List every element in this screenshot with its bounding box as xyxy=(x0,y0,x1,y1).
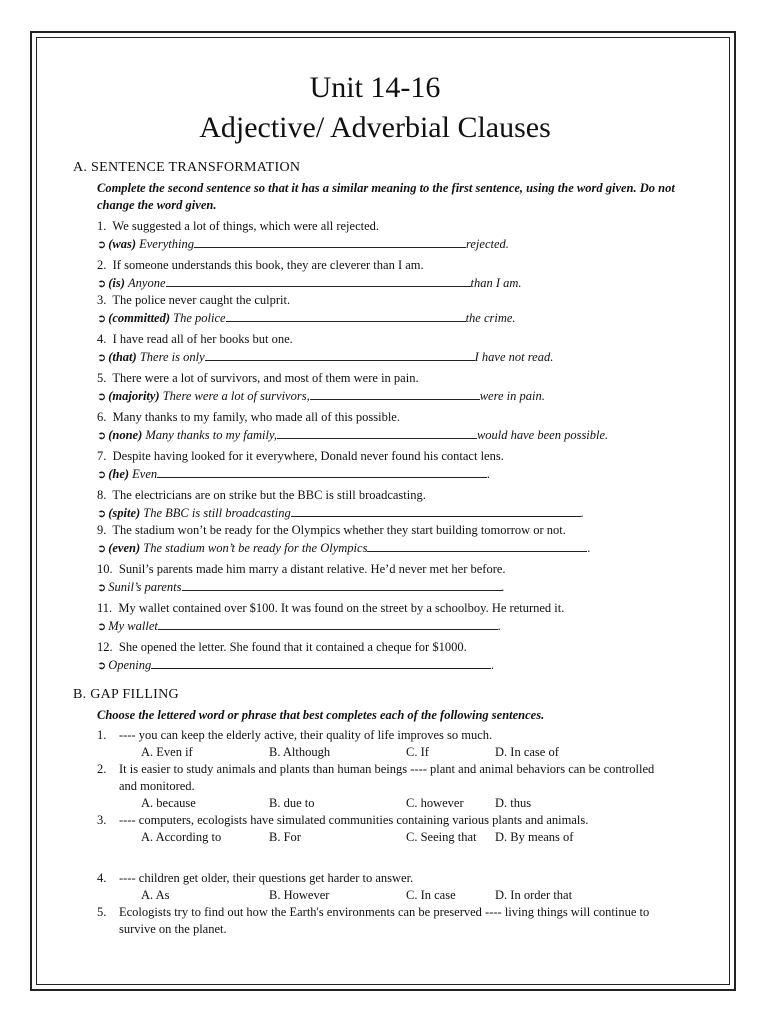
item-stem: ---- computers, ecologists have simulated communities containing various plants and animals. xyxy=(119,813,589,827)
answer-start: The BBC is still broadcasting xyxy=(143,506,291,520)
answer-option[interactable]: B. However xyxy=(269,888,330,902)
item-answer-line xyxy=(97,274,675,292)
section-a-heading: A. SENTENCE TRANSFORMATION xyxy=(73,160,301,175)
keyword: (even) xyxy=(108,541,141,555)
option-row xyxy=(141,829,675,846)
transformation-item xyxy=(97,257,675,292)
item-answer-line xyxy=(97,426,675,444)
item-stem xyxy=(97,257,675,274)
answer-option[interactable]: B. due to xyxy=(269,796,315,810)
item-number: 2. xyxy=(97,762,107,776)
answer-end: . xyxy=(497,619,501,633)
arrow-icon: ➲ xyxy=(97,468,107,481)
item-number: 9. xyxy=(97,523,113,537)
keyword: (he) xyxy=(108,467,130,481)
answer-end: than I am. xyxy=(470,276,522,290)
item-number: 5. xyxy=(97,905,107,919)
answer-blank[interactable] xyxy=(166,274,471,287)
item-number: 7. xyxy=(97,449,113,463)
item-sentence: The police never caught the culprit. xyxy=(112,293,291,307)
item-number: 4. xyxy=(97,332,113,346)
item-stem: It is easier to study animals and plants than human beings ---- plant and animal behaviors can be controlled and monitored. xyxy=(119,762,655,793)
keyword: (committed) xyxy=(108,311,171,325)
transformation-item xyxy=(97,409,675,444)
spacer xyxy=(75,674,675,678)
answer-option[interactable]: D. thus xyxy=(495,796,532,810)
item-stem xyxy=(97,292,675,309)
arrow-icon: ➲ xyxy=(97,429,107,442)
item-answer-line xyxy=(97,578,675,596)
answer-option[interactable]: D. In order that xyxy=(495,888,573,902)
item-number: 10. xyxy=(97,562,119,576)
item-sentence: I have read all of her books but one. xyxy=(112,332,293,346)
item-stem xyxy=(97,487,675,504)
worksheet-content xyxy=(75,70,675,938)
item-stem xyxy=(97,370,675,387)
transformation-item xyxy=(97,218,675,253)
answer-blank[interactable] xyxy=(194,235,466,248)
item-sentence: Many thanks to my family, who made all of this possible. xyxy=(112,410,400,424)
page-subtitle: Adjective/ Adverbial Clauses xyxy=(199,111,551,144)
answer-start: Many thanks to my family, xyxy=(145,428,277,442)
item-stem: ---- children get older, their questions get harder to answer. xyxy=(119,871,414,885)
item-sentence: Sunil’s parents made him marry a distant relative. He’d never met her before. xyxy=(118,562,506,576)
transformation-item xyxy=(97,600,675,635)
keyword: (spite) xyxy=(108,506,141,520)
answer-start: Everything xyxy=(139,237,194,251)
arrow-icon: ➲ xyxy=(97,659,107,672)
answer-option[interactable]: C. however xyxy=(406,796,464,810)
arrow-icon: ➲ xyxy=(97,542,107,555)
section-a-instruction: Complete the second sentence so that it has a similar meaning to the first sentence, using the word given. Do not change the word given. xyxy=(97,181,675,212)
item-stem xyxy=(97,600,675,617)
keyword: (was) xyxy=(108,237,136,251)
answer-option[interactable]: C. Seeing that xyxy=(406,830,477,844)
gap-fill-item xyxy=(97,812,675,846)
answer-end: would have been possible. xyxy=(476,428,609,442)
arrow-icon: ➲ xyxy=(97,390,107,403)
item-stem xyxy=(97,448,675,465)
keyword: (none) xyxy=(108,428,143,442)
item-sentence: There were a lot of survivors, and most of them were in pain. xyxy=(112,371,419,385)
item-sentence: The stadium won’t be ready for the Olympics whether they start building tomorrow or not. xyxy=(112,523,566,537)
transformation-item xyxy=(97,292,675,327)
item-number: 11. xyxy=(97,601,119,615)
section-b-heading: B. GAP FILLING xyxy=(73,687,179,702)
section-a-list xyxy=(75,218,675,678)
item-answer-line xyxy=(97,348,675,366)
item-number: 8. xyxy=(97,488,113,502)
answer-option[interactable]: B. For xyxy=(269,830,301,844)
item-answer-line xyxy=(97,656,675,674)
transformation-item xyxy=(97,522,675,557)
answer-end: were in pain. xyxy=(479,389,545,403)
item-stem xyxy=(97,331,675,348)
answer-end: . xyxy=(501,580,505,594)
answer-option[interactable]: D. In case of xyxy=(495,745,559,759)
option-row xyxy=(141,744,675,761)
answer-end: rejected. xyxy=(465,237,509,251)
item-number: 4. xyxy=(97,871,107,885)
transformation-item xyxy=(97,561,675,596)
answer-blank[interactable] xyxy=(226,309,466,322)
answer-start: Even xyxy=(132,467,158,481)
item-sentence: The electricians are on strike but the BBC is still broadcasting. xyxy=(112,488,426,502)
item-sentence: She opened the letter. She found that it contained a cheque for $1000. xyxy=(118,640,467,654)
item-number: 2. xyxy=(97,258,113,272)
item-stem xyxy=(97,409,675,426)
answer-option[interactable]: C. If xyxy=(406,745,429,759)
item-answer-line xyxy=(97,504,675,522)
answer-start: Sunil’s parents xyxy=(108,580,182,594)
answer-option[interactable]: A. As xyxy=(141,888,170,902)
answer-start: Opening xyxy=(108,658,152,672)
arrow-icon: ➲ xyxy=(97,620,107,633)
arrow-icon: ➲ xyxy=(97,507,107,520)
item-answer-line xyxy=(97,539,675,557)
answer-blank[interactable] xyxy=(277,426,477,439)
answer-option[interactable]: A. because xyxy=(141,796,196,810)
answer-start: The stadium won’t be ready for the Olympics xyxy=(143,541,368,555)
arrow-icon: ➲ xyxy=(97,312,107,325)
item-sentence: We suggested a lot of things, which were all rejected. xyxy=(112,219,380,233)
answer-option[interactable]: A. According to xyxy=(141,830,222,844)
item-answer-line xyxy=(97,387,675,405)
answer-blank[interactable] xyxy=(205,348,475,361)
answer-start: The police xyxy=(173,311,226,325)
answer-end: I have not read. xyxy=(474,350,554,364)
page-title: Unit 14-16 xyxy=(309,71,441,104)
item-sentence: My wallet contained over $100. It was found on the street by a schoolboy. He returned it. xyxy=(118,601,565,615)
item-stem xyxy=(97,561,675,578)
item-answer-line xyxy=(97,235,675,253)
answer-end: . xyxy=(587,541,591,555)
answer-option[interactable]: D. By means of xyxy=(495,830,574,844)
answer-blank[interactable] xyxy=(182,578,502,591)
keyword: (that) xyxy=(108,350,137,364)
section-b-instruction: Choose the lettered word or phrase that best completes each of the following sentences. xyxy=(97,708,545,722)
answer-option[interactable]: B. Although xyxy=(269,745,331,759)
gap-fill-item xyxy=(97,870,675,904)
answer-blank[interactable] xyxy=(158,617,498,630)
answer-blank[interactable] xyxy=(291,504,581,517)
item-number: 1. xyxy=(97,219,113,233)
arrow-icon: ➲ xyxy=(97,277,107,290)
answer-option[interactable]: A. Even if xyxy=(141,745,193,759)
item-stem: Ecologists try to find out how the Earth's environments can be preserved ---- living things will continue to survive on the planet. xyxy=(119,905,650,936)
item-answer-line xyxy=(97,309,675,327)
item-number: 12. xyxy=(97,640,119,654)
answer-blank[interactable] xyxy=(157,465,487,478)
blank-space xyxy=(75,846,675,870)
transformation-item xyxy=(97,370,675,405)
answer-end: . xyxy=(580,506,584,520)
gap-fill-item xyxy=(97,904,675,938)
transformation-item xyxy=(97,448,675,483)
answer-start: There is only xyxy=(139,350,205,364)
item-number: 3. xyxy=(97,813,107,827)
transformation-item xyxy=(97,639,675,674)
item-answer-line xyxy=(97,617,675,635)
item-number: 6. xyxy=(97,410,113,424)
item-answer-line xyxy=(97,465,675,483)
item-stem xyxy=(97,522,675,539)
item-sentence: If someone understands this book, they are cleverer than I am. xyxy=(112,258,424,272)
transformation-item xyxy=(97,487,675,522)
arrow-icon: ➲ xyxy=(97,351,107,364)
item-sentence: Despite having looked for it everywhere, Donald never found his contact lens. xyxy=(112,449,504,463)
arrow-icon: ➲ xyxy=(97,238,107,251)
answer-blank[interactable] xyxy=(310,387,480,400)
keyword: (majority) xyxy=(108,389,160,403)
answer-end: . xyxy=(491,658,495,672)
item-number: 3. xyxy=(97,293,113,307)
item-number: 5. xyxy=(97,371,113,385)
option-row xyxy=(141,887,675,904)
answer-blank[interactable] xyxy=(367,539,587,552)
answer-start: There were a lot of survivors, xyxy=(162,389,310,403)
keyword: (is) xyxy=(108,276,125,290)
item-stem xyxy=(97,218,675,235)
answer-end: . xyxy=(487,467,491,481)
section-b-list xyxy=(75,727,675,938)
answer-option[interactable]: C. In case xyxy=(406,888,456,902)
transformation-item xyxy=(97,331,675,366)
answer-start: Anyone xyxy=(128,276,166,290)
arrow-icon: ➲ xyxy=(97,581,107,594)
item-number: 1. xyxy=(97,728,107,742)
answer-end: the crime. xyxy=(465,311,516,325)
answer-blank[interactable] xyxy=(151,656,491,669)
option-row xyxy=(141,795,675,812)
gap-fill-item xyxy=(97,761,675,812)
item-stem xyxy=(97,639,675,656)
item-stem: ---- you can keep the elderly active, their quality of life improves so much. xyxy=(119,728,493,742)
gap-fill-item xyxy=(97,727,675,761)
answer-start: My wallet xyxy=(108,619,158,633)
